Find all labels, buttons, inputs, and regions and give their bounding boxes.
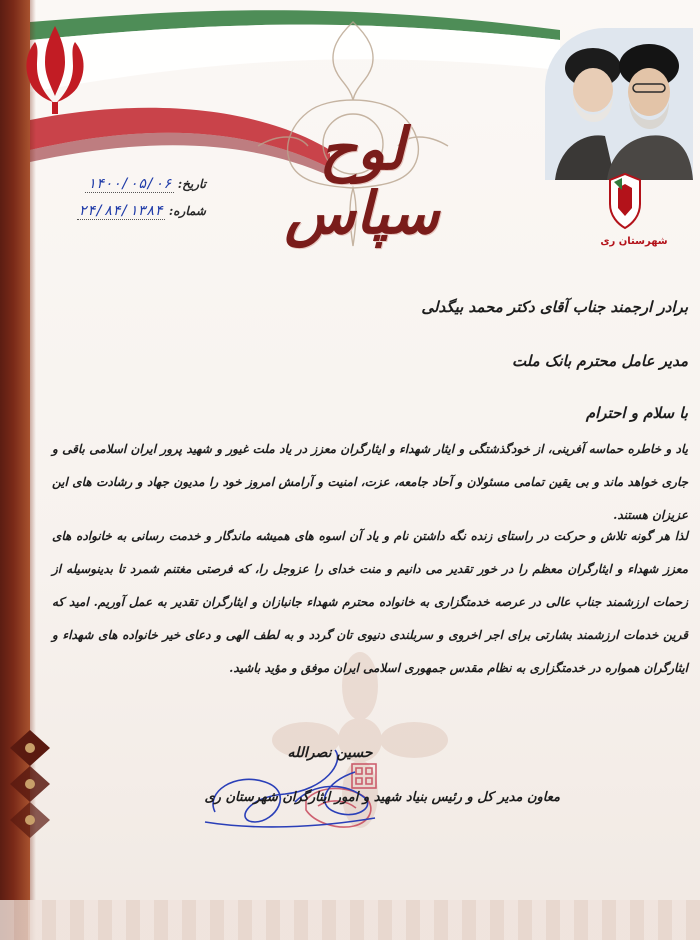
iran-emblem-icon bbox=[14, 18, 96, 118]
date-label: تاریخ: bbox=[177, 177, 206, 191]
recipient-position: مدیر عامل محترم بانک ملت bbox=[511, 352, 688, 370]
number-label: شماره: bbox=[168, 204, 206, 218]
date-value: ۱۴۰۰/۰۵/۰۶ bbox=[87, 176, 172, 192]
letter-paragraph-2: لذا هر گونه تلاش و حرکت در راستای زنده نگه داشتن نام و یاد آن اسوه های همیشه ماندگار و خدمت رسانی به خانواده های معزز شهداء و ایثارگران معظم را در خور تقدیر می دانیم و منت خدای را عزوجل را، که فرصتی مغتنم شمرد تا بدینوسیله از زحمات ارزشمند جناب عالی در عرصه خدمتگزاری به خانواده محترم شهداء جانبازان و ایثارگران تقدیر به عمل آوریم. امید که قرین خدمات ارزشمند بشارتی برای اجر اخروی و سربلندی دنیوی تان گردد و به لطف الهی و دعای خیر خانواده های شهداء و ایثارگران همواره در خدمتگزاری به نظام مقدس جمهوری اسلامی ایران موفق و مؤید باشید. bbox=[52, 529, 688, 675]
certificate-title: لوح سپاس bbox=[284, 115, 440, 247]
number-field bbox=[36, 203, 206, 220]
number-value: ۲۴/۸۴/۱۳۸۴ bbox=[78, 203, 163, 219]
city-label: شهرستان ری bbox=[600, 236, 668, 247]
date-field bbox=[36, 176, 206, 193]
recipient-name: برادر ارجمند جناب آقای دکتر محمد بیگدلی bbox=[421, 298, 688, 316]
leaders-portrait-image bbox=[545, 28, 693, 180]
letter-paragraph-1: یاد و خاطره حماسه آفرینی، از خودگذشتگی و ایثار شهداء و ایثارگران معزز در یاد ملت غیور و شهید پرور ایران اسلامی باقی و جاری خواهد ماند و بی یقین تمامی مسئولان و آحاد جامعه، عزت، امنیت و آرامش امروز خود را مدیون جهاد و رشادت های این عزیزان هستند. bbox=[52, 442, 688, 522]
bottom-decorative-band bbox=[0, 900, 700, 940]
left-ornament-decoration bbox=[6, 728, 54, 838]
salutation: با سلام و احترام bbox=[585, 404, 688, 422]
signer-title: معاون مدیر کل و رئیس بنیاد شهید و امور ایثارگران شهرستان ری bbox=[204, 790, 560, 805]
foundation-logo-icon bbox=[600, 170, 650, 230]
signer-name: حسین نصرالله bbox=[287, 745, 373, 761]
